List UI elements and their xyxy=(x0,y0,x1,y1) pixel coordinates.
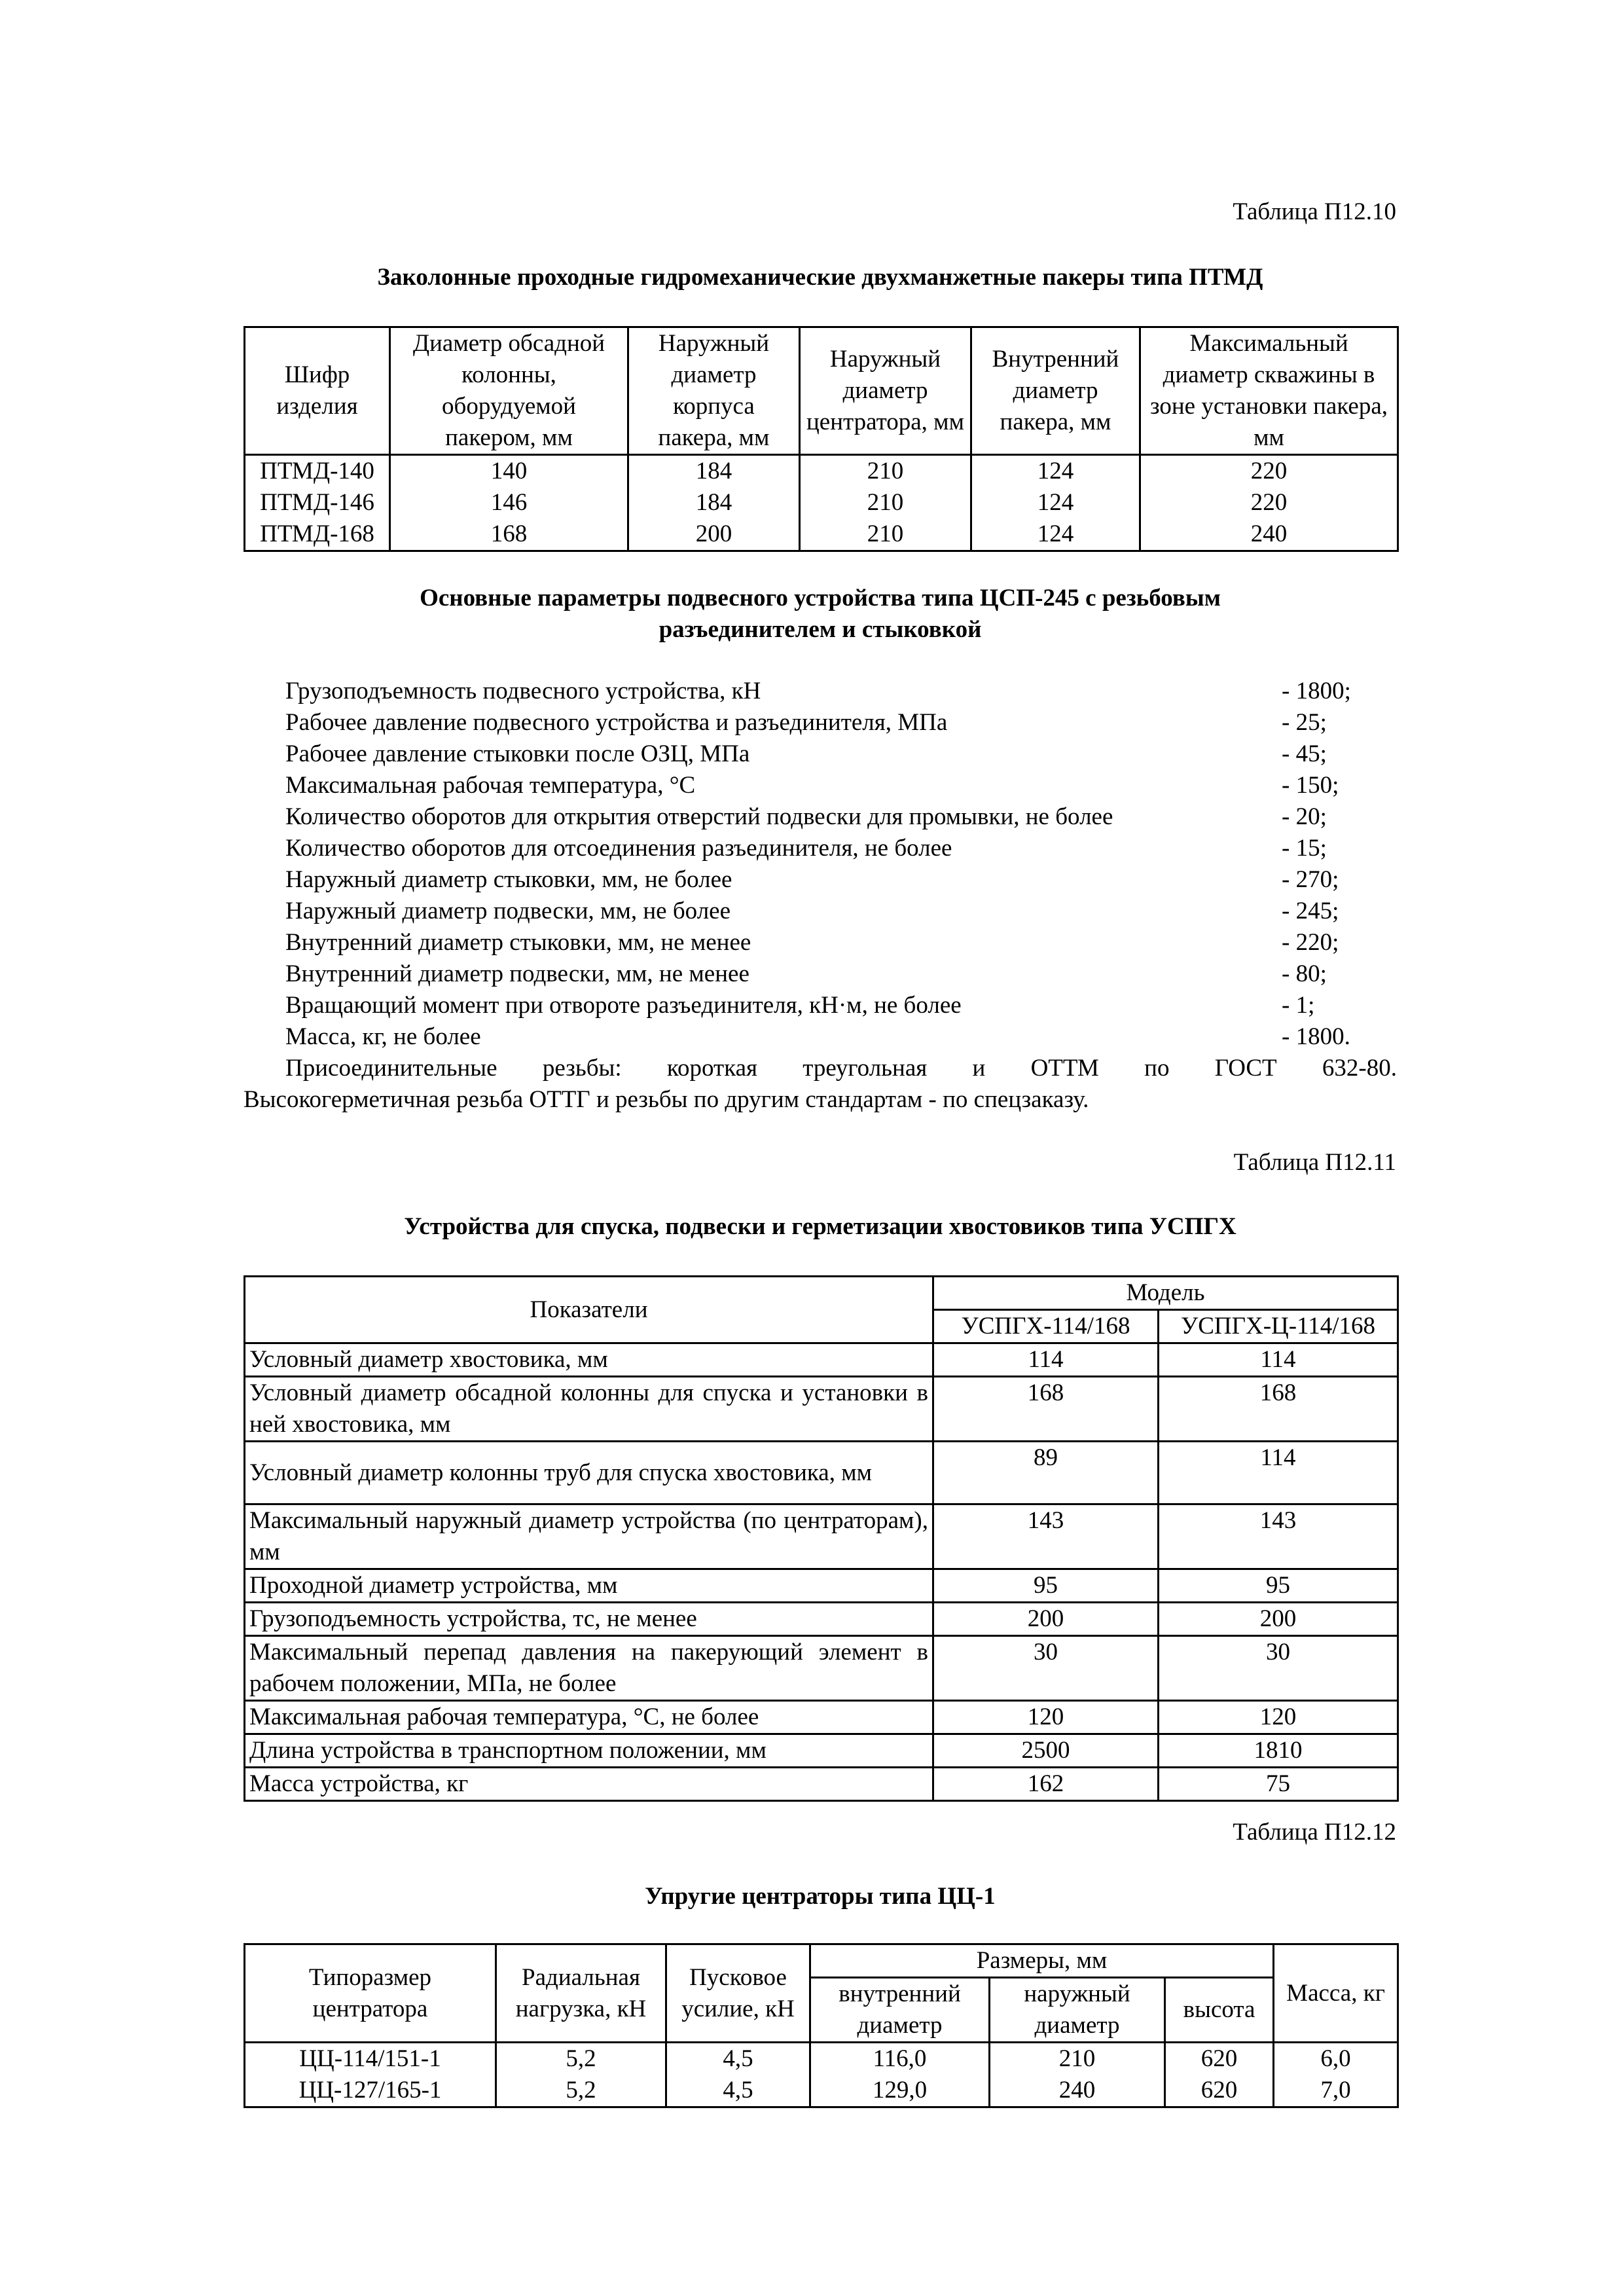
param-value: - 15; xyxy=(1282,835,1327,862)
table-caption: Таблица П12.11 xyxy=(1233,1149,1396,1176)
table-title: Упругие центраторы типа ЦЦ-1 xyxy=(645,1883,996,1910)
table-row xyxy=(245,1701,1398,1734)
header-cell: Модель xyxy=(933,1277,1398,1310)
table-cell: 95 xyxy=(1159,1569,1398,1603)
table-cell: 120 xyxy=(1159,1701,1398,1734)
param-value: - 150; xyxy=(1282,772,1339,799)
param-label: Рабочее давление подвесного устройства и разъединителя, МПа xyxy=(285,709,948,736)
table-row xyxy=(245,2043,1398,2075)
param-label: Количество оборотов для открытия отверстий подвески для промывки, не более xyxy=(285,803,1113,830)
header-cell: Максимальный диаметр скважины в зоне установки пакера, мм xyxy=(1140,327,1398,455)
table-cell: Проходной диаметр устройства, мм xyxy=(245,1569,933,1603)
param-value: - 1800. xyxy=(1282,1023,1350,1050)
param-value: - 245; xyxy=(1282,898,1339,924)
table-cell: 30 xyxy=(933,1636,1159,1701)
param-value: - 1800; xyxy=(1282,678,1351,704)
centralizers-table xyxy=(244,1943,1399,2108)
header-cell: Наружный диаметр корпуса пакера, мм xyxy=(628,327,800,455)
table-title: Заколонные проходные гидромеханические двухманжетные пакеры типа ПТМД xyxy=(377,264,1263,291)
table-row xyxy=(245,1569,1398,1603)
params-list xyxy=(244,676,1397,1053)
list-item xyxy=(244,833,1397,864)
param-label: Масса, кг, не более xyxy=(285,1023,481,1050)
table-cell: 114 xyxy=(1159,1343,1398,1377)
param-label: Наружный диаметр стыковки, мм, не более xyxy=(285,866,732,893)
table-cell: 162 xyxy=(933,1768,1159,1801)
list-item xyxy=(244,707,1397,738)
header-cell: Размеры, мм xyxy=(810,1944,1274,1978)
header-cell: Наружный диаметр центратора, мм xyxy=(800,327,971,455)
list-item xyxy=(244,1021,1397,1053)
table-cell: 200 xyxy=(933,1603,1159,1636)
table-cell: 240 xyxy=(990,2075,1165,2107)
table-cell: 7,0 xyxy=(1274,2075,1398,2107)
table-cell: 89 xyxy=(933,1442,1159,1504)
param-label: Внутренний диаметр стыковки, мм, не менее xyxy=(285,929,751,956)
table-row xyxy=(245,1768,1398,1801)
table-row xyxy=(245,1442,1398,1504)
table-cell: 210 xyxy=(800,519,971,551)
table-cell: 6,0 xyxy=(1274,2043,1398,2075)
param-label: Внутренний диаметр подвески, мм, не менее xyxy=(285,960,749,987)
table-row xyxy=(245,1377,1398,1442)
threads-line: Присоединительные резьбы: короткая треугольная и ОТТМ по ГОСТ 632-80. xyxy=(285,1055,1397,1082)
list-item xyxy=(244,864,1397,896)
header-cell: внутренний диаметр xyxy=(810,1978,990,2043)
table-cell: 200 xyxy=(628,519,800,551)
list-item xyxy=(244,738,1397,770)
table-cell: 116,0 xyxy=(810,2043,990,2075)
header-cell: Показатели xyxy=(245,1277,933,1343)
header-cell: высота xyxy=(1165,1978,1274,2043)
table-cell: Масса устройства, кг xyxy=(245,1768,933,1801)
header-cell: наружный диаметр xyxy=(990,1978,1165,2043)
header-cell: Шифр изделия xyxy=(245,327,390,455)
table-cell: ПТМД-146 xyxy=(245,487,390,519)
table-cell: ПТМД-140 xyxy=(245,455,390,488)
table-cell: 124 xyxy=(971,519,1140,551)
threads-line: Высокогерметичная резьба ОТТГ и резьбы по другим стандартам - по спецзаказу. xyxy=(244,1086,1089,1113)
table-cell: 210 xyxy=(990,2043,1165,2075)
param-value: - 45; xyxy=(1282,740,1327,767)
params-title-line2: разъединителем и стыковкой xyxy=(659,616,982,643)
table-cell: Максимальный наружный диаметр устройства (по центраторам), мм xyxy=(245,1504,933,1569)
table-row xyxy=(245,1734,1398,1768)
table-row xyxy=(245,455,1398,488)
params-title-line1: Основные параметры подвесного устройства типа ЦСП-245 с резьбовым xyxy=(420,585,1221,611)
table-cell: 210 xyxy=(800,455,971,488)
table-cell: 124 xyxy=(971,487,1140,519)
table-cell: 75 xyxy=(1159,1768,1398,1801)
table-cell: 168 xyxy=(1159,1377,1398,1442)
table-caption: Таблица П12.10 xyxy=(1233,198,1396,225)
table-cell: Грузоподъемность устройства, тс, не менее xyxy=(245,1603,933,1636)
table-row xyxy=(245,1504,1398,1569)
param-label: Количество оборотов для отсоединения разъединителя, не более xyxy=(285,835,952,862)
table-cell: 2500 xyxy=(933,1734,1159,1768)
header-cell: Диаметр обсадной колонны, оборудуемой пакером, мм xyxy=(390,327,628,455)
table-title: Устройства для спуска, подвески и герметизации хвостовиков типа УСПГХ xyxy=(404,1213,1236,1240)
table-cell: Максимальная рабочая температура, °С, не более xyxy=(245,1701,933,1734)
table-cell: 143 xyxy=(933,1504,1159,1569)
param-value: - 80; xyxy=(1282,960,1327,987)
param-label: Рабочее давление стыковки после ОЗЦ, МПа xyxy=(285,740,750,767)
table-cell: Условный диаметр обсадной колонны для спуска и установки в ней хвостовика, мм xyxy=(245,1377,933,1442)
threads-paragraph xyxy=(244,1053,1397,1116)
table-cell: 140 xyxy=(390,455,628,488)
param-value: - 270; xyxy=(1282,866,1339,893)
table-cell: 124 xyxy=(971,455,1140,488)
table-cell: 184 xyxy=(628,455,800,488)
header-cell: Пусковое усилие, кН xyxy=(666,1944,810,2043)
table-cell: 620 xyxy=(1165,2075,1274,2107)
table-cell: Условный диаметр колонны труб для спуска хвостовика, мм xyxy=(245,1442,933,1504)
header-cell: УСПГХ-114/168 xyxy=(933,1310,1159,1343)
table-cell: 184 xyxy=(628,487,800,519)
table-cell: 1810 xyxy=(1159,1734,1398,1768)
list-item xyxy=(244,801,1397,833)
param-label: Наружный диаметр подвески, мм, не более xyxy=(285,898,731,924)
table-cell: 168 xyxy=(390,519,628,551)
list-item xyxy=(244,896,1397,927)
param-label: Вращающий момент при отвороте разъединителя, кН·м, не более xyxy=(285,992,962,1019)
param-value: - 25; xyxy=(1282,709,1327,736)
table-cell: 4,5 xyxy=(666,2043,810,2075)
table-cell: 4,5 xyxy=(666,2075,810,2107)
table-cell: 120 xyxy=(933,1701,1159,1734)
table-cell: 200 xyxy=(1159,1603,1398,1636)
table-row xyxy=(245,519,1398,551)
table-cell: 168 xyxy=(933,1377,1159,1442)
param-label: Грузоподъемность подвесного устройства, кН xyxy=(285,678,761,704)
param-value: - 1; xyxy=(1282,992,1315,1019)
param-value: - 20; xyxy=(1282,803,1327,830)
list-item xyxy=(244,770,1397,801)
table-cell: ЦЦ-127/165-1 xyxy=(245,2075,496,2107)
table-cell: Максимальный перепад давления на пакерующий элемент в рабочем положении, МПа, не более xyxy=(245,1636,933,1701)
list-item xyxy=(244,927,1397,958)
table-cell: 220 xyxy=(1140,455,1398,488)
list-item xyxy=(244,990,1397,1021)
header-cell: Типоразмер центратора xyxy=(245,1944,496,2043)
table-cell: 30 xyxy=(1159,1636,1398,1701)
packers-table xyxy=(244,326,1399,552)
table-cell: 220 xyxy=(1140,487,1398,519)
table-row xyxy=(245,1636,1398,1701)
table-cell: Длина устройства в транспортном положении, мм xyxy=(245,1734,933,1768)
header-cell: УСПГХ-Ц-114/168 xyxy=(1159,1310,1398,1343)
table-cell: 240 xyxy=(1140,519,1398,551)
table-row xyxy=(245,1343,1398,1377)
table-cell: 620 xyxy=(1165,2043,1274,2075)
table-row xyxy=(245,487,1398,519)
table-row xyxy=(245,1603,1398,1636)
table-cell: 210 xyxy=(800,487,971,519)
table-cell: 129,0 xyxy=(810,2075,990,2107)
list-item xyxy=(244,676,1397,707)
header-cell: Масса, кг xyxy=(1274,1944,1398,2043)
table-cell: 114 xyxy=(933,1343,1159,1377)
table-caption: Таблица П12.12 xyxy=(1233,1819,1396,1846)
list-item xyxy=(244,958,1397,990)
param-label: Максимальная рабочая температура, °С xyxy=(285,772,696,799)
table-cell: Условный диаметр хвостовика, мм xyxy=(245,1343,933,1377)
header-cell: Внутренний диаметр пакера, мм xyxy=(971,327,1140,455)
table-cell: 95 xyxy=(933,1569,1159,1603)
uspgh-table xyxy=(244,1275,1399,1802)
table-cell: ЦЦ-114/151-1 xyxy=(245,2043,496,2075)
table-cell: 5,2 xyxy=(496,2075,666,2107)
header-cell: Радиальная нагрузка, кН xyxy=(496,1944,666,2043)
table-cell: 143 xyxy=(1159,1504,1398,1569)
table-cell: 146 xyxy=(390,487,628,519)
table-cell: 114 xyxy=(1159,1442,1398,1504)
param-value: - 220; xyxy=(1282,929,1339,956)
table-cell: 5,2 xyxy=(496,2043,666,2075)
table-row xyxy=(245,2075,1398,2107)
table-cell: ПТМД-168 xyxy=(245,519,390,551)
